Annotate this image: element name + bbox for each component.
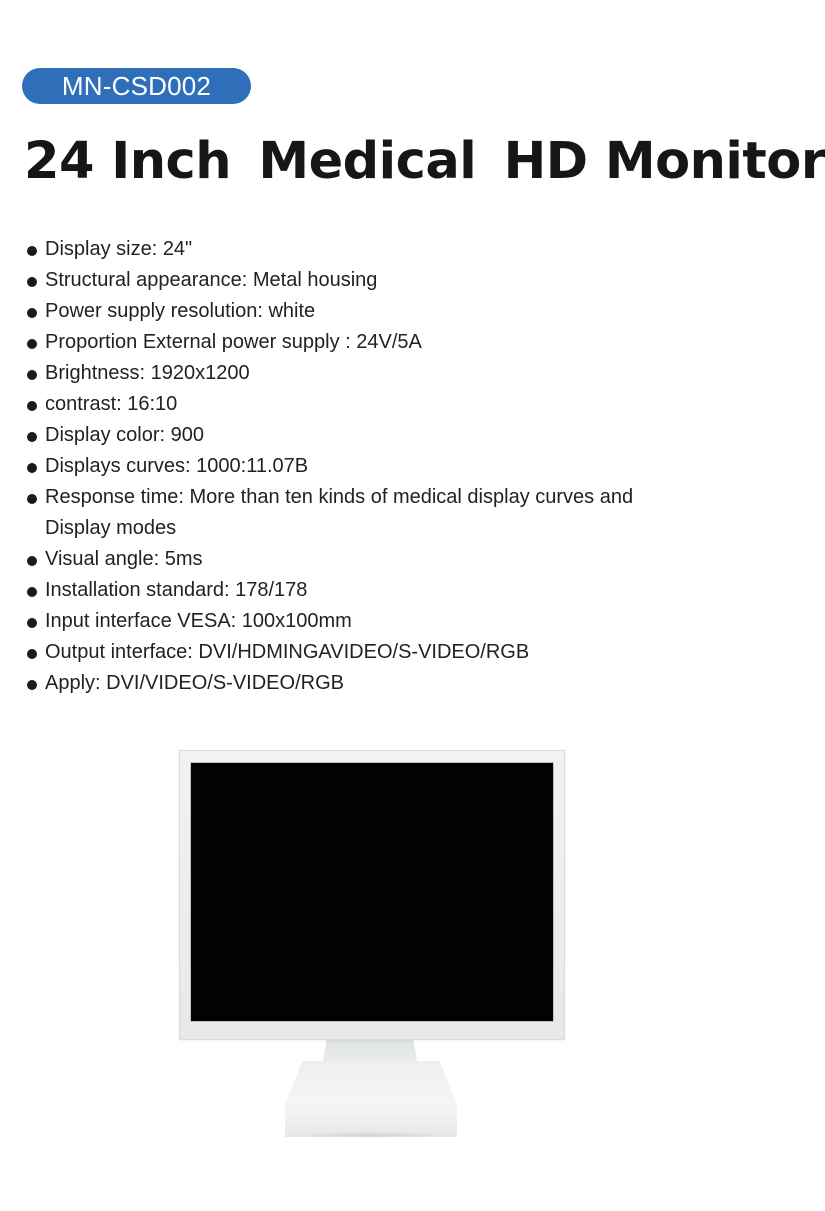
spec-text: Visual angle: 5ms [45, 548, 203, 570]
bullet-icon [27, 370, 37, 380]
bullet-icon [27, 680, 37, 690]
spec-text: Proportion External power supply : 24V/5A [45, 331, 422, 353]
spec-item-visual-angle [26, 544, 726, 575]
spec-item-contrast [26, 389, 726, 420]
spec-text: Structural appearance: Metal housing [45, 269, 378, 291]
bullet-icon [27, 618, 37, 628]
page-title [24, 132, 825, 192]
spec-text: contrast: 16:10 [45, 393, 178, 415]
title-part-medical: Medical [258, 132, 477, 191]
spec-text: Output interface: DVI/HDMINGAVIDEO/S-VIDEO/RGB [45, 641, 530, 663]
spec-item-display-color [26, 420, 726, 451]
spec-text: Brightness: 1920x1200 [45, 362, 250, 384]
bullet-icon [27, 494, 37, 504]
bullet-icon [27, 401, 37, 411]
bullet-icon [27, 308, 37, 318]
bullet-icon [27, 463, 37, 473]
monitor-product-image [179, 750, 565, 1040]
title-part-size: 24 Inch [24, 132, 232, 191]
spec-text: Display color: 900 [45, 424, 204, 446]
spec-item-response-time [26, 482, 726, 544]
spec-text: Displays curves: 1000:11.07B [45, 455, 309, 477]
bullet-icon [27, 556, 37, 566]
spec-text: Apply: DVI/VIDEO/S-VIDEO/RGB [45, 672, 344, 694]
monitor-base-shadow [290, 1132, 452, 1138]
monitor-stand-base [285, 1061, 457, 1137]
spec-item-installation [26, 575, 726, 606]
spec-list [26, 234, 726, 699]
spec-item-power-resolution [26, 296, 726, 327]
spec-item-output-interface [26, 637, 726, 668]
spec-text-continuation: Display modes [45, 517, 177, 539]
bullet-icon [27, 649, 37, 659]
bullet-icon [27, 277, 37, 287]
bullet-icon [27, 587, 37, 597]
spec-item-display-size [26, 234, 726, 265]
spec-text: Display size: 24" [45, 238, 193, 260]
spec-text: Input interface VESA: 100x100mm [45, 610, 352, 632]
model-badge: MN-CSD002 [22, 68, 251, 104]
spec-text: Installation standard: 178/178 [45, 579, 308, 601]
spec-text: Response time: More than ten kinds of medical display curves and [45, 486, 634, 508]
spec-item-structure [26, 265, 726, 296]
title-part-product: HD Monitor [503, 132, 825, 191]
spec-item-input-interface [26, 606, 726, 637]
monitor-screen [190, 762, 554, 1022]
spec-item-apply [26, 668, 726, 699]
spec-item-curves [26, 451, 726, 482]
bullet-icon [27, 339, 37, 349]
bullet-icon [27, 432, 37, 442]
spec-text: Power supply resolution: white [45, 300, 316, 322]
spec-item-brightness [26, 358, 726, 389]
bullet-icon [27, 246, 37, 256]
spec-item-power-supply [26, 327, 726, 358]
